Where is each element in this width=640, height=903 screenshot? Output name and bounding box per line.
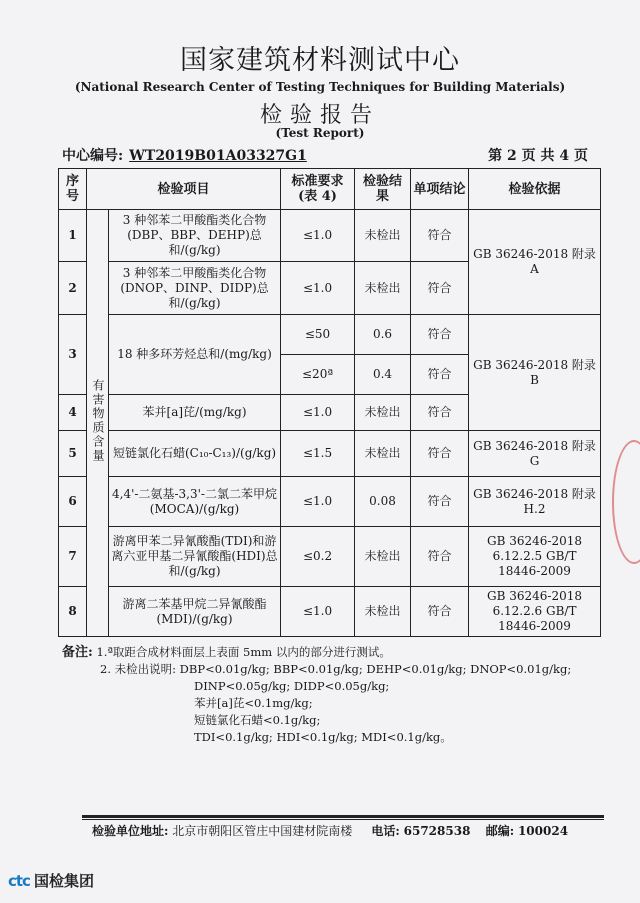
row-result: 未检出 bbox=[355, 395, 411, 431]
row-standard: ≤50 bbox=[281, 315, 355, 355]
row-seq: 8 bbox=[59, 587, 87, 637]
row-basis: GB 36246-2018 附录 H.2 bbox=[469, 477, 601, 527]
notes-label: 备注: bbox=[62, 645, 93, 660]
tel-label: 电话: bbox=[371, 824, 400, 838]
table-row bbox=[59, 587, 601, 637]
row-standard: ≤1.0 bbox=[281, 210, 355, 262]
row-item: 4,4'-二氨基-3,3'-二氯二苯甲烷(MOCA)/(g/kg) bbox=[109, 477, 281, 527]
header-conclusion: 单项结论 bbox=[411, 169, 469, 210]
row-result-b: 0.4 bbox=[355, 355, 411, 395]
report-title-en: (National Research Center of Testing Techniques for Building Materials) bbox=[74, 80, 566, 94]
row-result: 未检出 bbox=[355, 431, 411, 477]
row-item: 游离甲苯二异氰酸酯(TDI)和游离六亚甲基二异氰酸酯(HDI)总和/(g/kg) bbox=[109, 527, 281, 587]
center-number-value: WT2019B01A03327G1 bbox=[129, 148, 307, 164]
table-row bbox=[59, 477, 601, 527]
row-conclusion: 符合 bbox=[411, 527, 469, 587]
row-seq: 1 bbox=[59, 210, 87, 262]
table-row bbox=[59, 315, 601, 355]
row-result: 未检出 bbox=[355, 587, 411, 637]
note-2-line-4: 短链氯化石蜡<0.1g/kg; bbox=[194, 713, 321, 727]
row-seq: 3 bbox=[59, 315, 87, 395]
row-conclusion: 符合 bbox=[411, 587, 469, 637]
note-2-line-3: 苯并[a]芘<0.1mg/kg; bbox=[194, 696, 313, 710]
category-cell bbox=[87, 210, 109, 637]
row-conclusion-b: 符合 bbox=[411, 355, 469, 395]
row-result: 未检出 bbox=[355, 262, 411, 315]
row-result: 未检出 bbox=[355, 210, 411, 262]
row-result: 0.08 bbox=[355, 477, 411, 527]
company-name: 国检集团 bbox=[33, 872, 94, 890]
table-header-row bbox=[59, 169, 601, 210]
row-conclusion: 符合 bbox=[411, 315, 469, 355]
center-number bbox=[62, 145, 307, 165]
row-item: 3 种邻苯二甲酸酯类化合物(DNOP、DINP、DIDP)总和/(g/kg) bbox=[109, 262, 281, 315]
table-row bbox=[59, 527, 601, 587]
company-logo bbox=[8, 870, 94, 891]
row-basis: GB 36246-2018 附录 A bbox=[469, 210, 601, 315]
footer bbox=[92, 822, 568, 839]
row-result: 0.6 bbox=[355, 315, 411, 355]
category-label: 有害物质含量 bbox=[91, 379, 105, 463]
row-conclusion: 符合 bbox=[411, 262, 469, 315]
row-standard: ≤1.0 bbox=[281, 587, 355, 637]
zip: 100024 bbox=[517, 824, 569, 838]
table-row bbox=[59, 431, 601, 477]
header-item: 检验项目 bbox=[87, 169, 281, 210]
note-2-line-5: TDI<0.1g/kg; HDI<0.1g/kg; MDI<0.1g/kg。 bbox=[194, 730, 452, 744]
note-1: 1.ª取距合成材料面层上表面 5mm 以内的部分进行测试。 bbox=[96, 645, 391, 659]
row-seq: 5 bbox=[59, 431, 87, 477]
row-seq: 6 bbox=[59, 477, 87, 527]
row-conclusion: 符合 bbox=[411, 431, 469, 477]
header-standard: 标准要求(表 4) bbox=[281, 169, 355, 210]
table-row bbox=[59, 210, 601, 262]
row-standard: ≤1.0 bbox=[281, 477, 355, 527]
row-standard-b: ≤20ª bbox=[281, 355, 355, 395]
note-2-line-2: DINP<0.05g/kg; DIDP<0.05g/kg; bbox=[194, 679, 390, 693]
note-2: 2. 未检出说明: DBP<0.01g/kg; BBP<0.01g/kg; DEHP<0.01g/kg; DNOP<0.01g/kg; bbox=[100, 662, 572, 676]
footer-divider bbox=[82, 815, 604, 818]
row-item: 游离二苯基甲烷二异氰酸酯(MDI)/(g/kg) bbox=[109, 587, 281, 637]
ctc-logo-icon: ctc bbox=[8, 871, 30, 890]
address-label: 检验单位地址: bbox=[92, 824, 169, 838]
row-standard: ≤1.0 bbox=[281, 395, 355, 431]
address: 北京市朝阳区管庄中国建材院南楼 bbox=[172, 824, 353, 838]
row-basis: GB 36246-2018 附录 G bbox=[469, 431, 601, 477]
row-item: 苯并[a]芘/(mg/kg) bbox=[109, 395, 281, 431]
tel: 65728538 bbox=[403, 824, 471, 838]
stamp-icon bbox=[612, 440, 640, 564]
zip-label: 邮编: bbox=[485, 824, 515, 838]
row-basis: GB 36246-2018 6.12.2.6 GB/T 18446-2009 bbox=[469, 587, 601, 637]
row-seq: 4 bbox=[59, 395, 87, 431]
header-basis: 检验依据 bbox=[469, 169, 601, 210]
row-item: 3 种邻苯二甲酸酯类化合物(DBP、BBP、DEHP)总和/(g/kg) bbox=[109, 210, 281, 262]
page-number: 第 2 页 共 4 页 bbox=[488, 148, 588, 164]
row-item: 18 种多环芳烃总和/(mg/kg) bbox=[109, 315, 281, 395]
center-number-label: 中心编号: bbox=[62, 148, 124, 164]
row-result: 未检出 bbox=[355, 527, 411, 587]
report-title-cn: 国家建筑材料测试中心 bbox=[180, 45, 460, 76]
test-results-table bbox=[58, 168, 601, 637]
row-standard: ≤0.2 bbox=[281, 527, 355, 587]
row-item: 短链氯化石蜡(C₁₀-C₁₃)/(g/kg) bbox=[109, 431, 281, 477]
row-seq: 2 bbox=[59, 262, 87, 315]
report-type-cn: 检验报告 bbox=[259, 103, 380, 128]
footer-divider-thin bbox=[82, 819, 604, 820]
notes bbox=[62, 644, 622, 746]
row-standard: ≤1.0 bbox=[281, 262, 355, 315]
row-basis: GB 36246-2018 附录 B bbox=[469, 315, 601, 431]
report-type-en: (Test Report) bbox=[275, 126, 365, 140]
row-conclusion: 符合 bbox=[411, 477, 469, 527]
row-conclusion: 符合 bbox=[411, 395, 469, 431]
row-seq: 7 bbox=[59, 527, 87, 587]
header-result: 检验结果 bbox=[355, 169, 411, 210]
header-seq: 序号 bbox=[59, 169, 87, 210]
row-basis: GB 36246-2018 6.12.2.5 GB/T 18446-2009 bbox=[469, 527, 601, 587]
row-conclusion: 符合 bbox=[411, 210, 469, 262]
row-standard: ≤1.5 bbox=[281, 431, 355, 477]
